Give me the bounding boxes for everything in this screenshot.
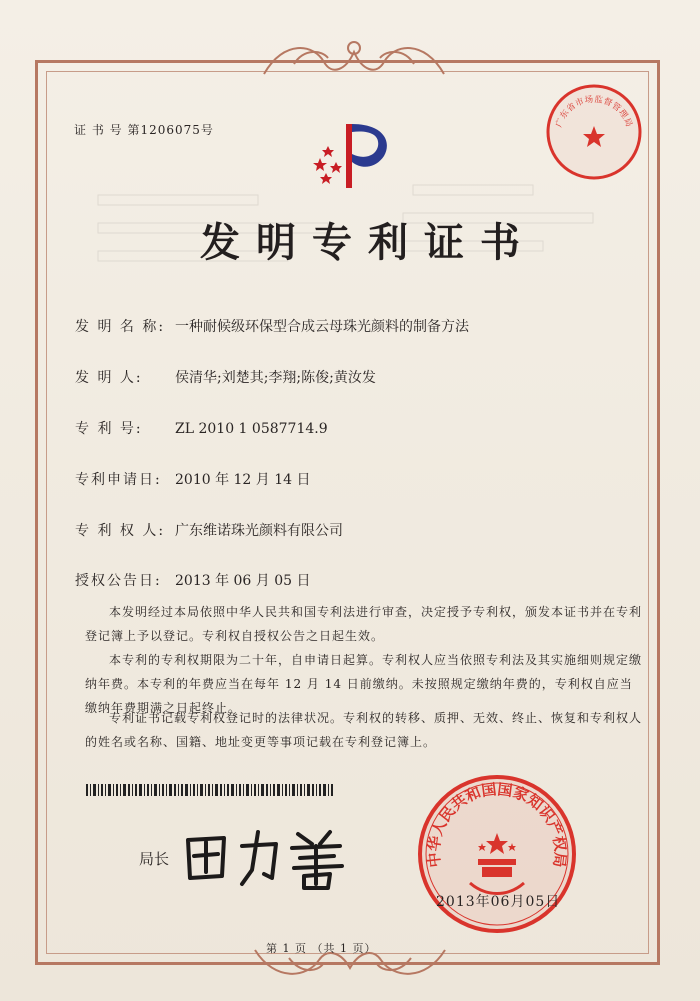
seal-top-text: 广东省市场监督管理局 [554, 94, 634, 129]
field-value: 广东维诺珠光颜料有限公司 [175, 523, 343, 539]
barcode-icon [86, 784, 333, 796]
field-label: 专 利 权 人: [75, 523, 166, 539]
paragraph-grant: 本发明经过本局依照中华人民共和国专利法进行审查，决定授予专利权，颁发本证书并在专利登记簿上予以登记。专利权自授权公告之日起生效。 [85, 605, 643, 643]
patent-office-logo-icon [306, 118, 396, 190]
field-value: 一种耐候级环保型合成云母珠光颜料的制备方法 [175, 319, 469, 335]
field-label: 专 利 号: [75, 421, 143, 437]
paragraph-legal-status: 专利证书记载专利权登记时的法律状况。专利权的转移、质押、无效、终止、恢复和专利权人的姓名或名称、国籍、地址变更等事项记载在专利登记簿上。 [85, 711, 643, 749]
field-application-date [75, 469, 311, 489]
field-label: 专利申请日: [75, 472, 162, 488]
paragraph-term: 本专利的专利权期限为二十年，自申请日起算。专利权人应当依照专利法及其实施细则规定缴纳年费。本专利的年费应当在每年 12 月 14 日前缴纳。未按照规定缴纳年费的，专利权自应当缴纳年费期满之日起终止。 [85, 653, 643, 715]
director-signature [180, 818, 360, 890]
seal-date: 2013年06月05日 [436, 894, 561, 910]
certificate-title: 发明专利证书 [200, 219, 536, 266]
field-inventors [75, 367, 376, 387]
field-value: ZL 2010 1 0587714.9 [175, 421, 328, 437]
field-announcement-date [75, 570, 311, 590]
certificate-number: 证 书 号 第1206075号 [74, 123, 214, 137]
page-number: 第 1 页 （共 1 页） [266, 942, 377, 955]
top-ornament-icon [254, 34, 454, 80]
seal-big-text: 中华人民共和国国家知识产权局 [424, 780, 570, 869]
field-label: 授权公告日: [75, 573, 162, 589]
field-patent-number [75, 418, 328, 438]
field-label: 发 明 名 称: [75, 319, 166, 335]
seal-top-icon [544, 82, 644, 182]
field-invention-name [75, 316, 469, 336]
field-label: 发 明 人: [75, 370, 143, 386]
field-value: 2010 年 12 月 14 日 [175, 472, 311, 488]
field-patentee [75, 520, 343, 540]
field-value: 侯清华;刘楚其;李翔;陈俊;黄汝发 [175, 370, 376, 386]
field-value: 2013 年 06 月 05 日 [175, 573, 311, 589]
director-label: 局长 [139, 850, 170, 868]
